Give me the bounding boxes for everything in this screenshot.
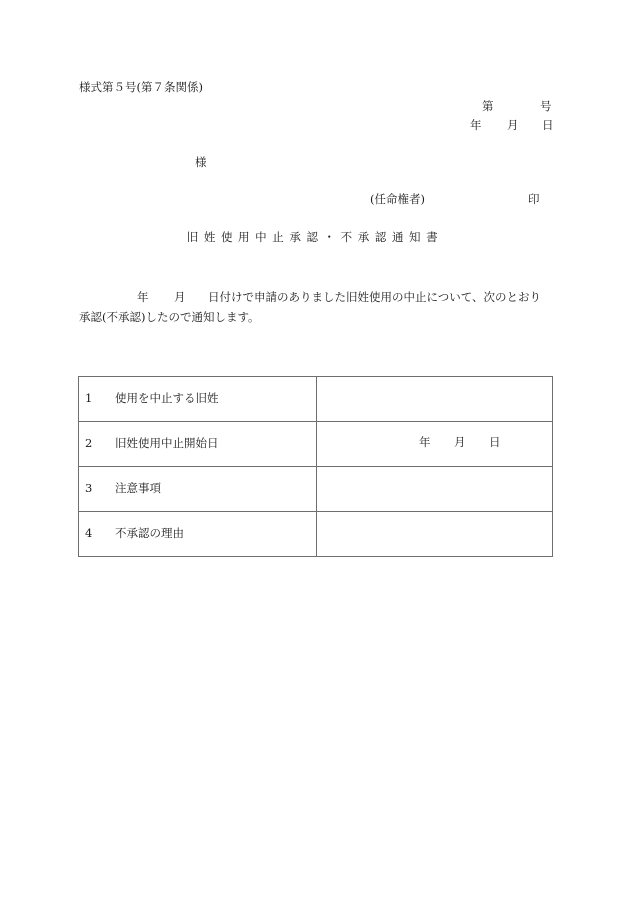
body-line-2-text: 承認(不承認)したので通知します。 <box>79 310 260 324</box>
row-number: 4 <box>85 526 93 541</box>
issue-date <box>470 118 554 134</box>
detail-table <box>78 376 553 557</box>
addressee-honorific: 様 <box>195 155 207 169</box>
table-row <box>79 512 553 557</box>
body-month: 月 <box>174 290 186 304</box>
body-year: 年 <box>137 290 149 304</box>
document-title: 旧姓使用中止承認・不承認通知書 <box>186 230 444 244</box>
row-value-cell[interactable] <box>317 422 553 467</box>
row-label: 使用を中止する旧姓 <box>115 391 219 406</box>
row-value-cell[interactable] <box>317 512 553 557</box>
table-row <box>79 467 553 512</box>
document-number-suffix: 号 <box>540 99 552 113</box>
seal-mark: 印 <box>528 192 540 206</box>
row-label: 不承認の理由 <box>115 526 184 541</box>
form-number: 様式第５号(第７条関係) <box>79 80 203 94</box>
row-number: 1 <box>85 391 93 406</box>
row-label-cell <box>79 467 317 512</box>
table-row <box>79 422 553 467</box>
issue-date-month: 月 <box>507 118 519 132</box>
document-number-prefix: 第 <box>482 99 494 113</box>
body-line-1-text: 日付けで申請のありました旧姓使用の中止について、次のとおり <box>208 290 542 304</box>
row-label: 注意事項 <box>115 481 161 496</box>
appointer-label: (任命権者) <box>370 192 425 206</box>
row-label-cell <box>79 512 317 557</box>
notice-body <box>79 287 559 327</box>
row-number: 3 <box>85 481 93 496</box>
issue-date-year: 年 <box>470 118 482 132</box>
row-label: 旧姓使用中止開始日 <box>115 436 219 451</box>
start-date-year: 年 <box>419 435 431 449</box>
row-value-cell[interactable] <box>317 377 553 422</box>
row-label-cell <box>79 377 317 422</box>
start-date-day: 日 <box>489 435 501 449</box>
row-value-cell[interactable] <box>317 467 553 512</box>
notice-body-line-2 <box>79 307 559 327</box>
row-label-cell <box>79 422 317 467</box>
start-date-month: 月 <box>454 435 466 449</box>
table-row <box>79 377 553 422</box>
row-number: 2 <box>85 436 93 451</box>
start-date <box>317 437 552 451</box>
issue-date-day: 日 <box>542 118 554 132</box>
notice-body-line-1 <box>79 287 559 307</box>
